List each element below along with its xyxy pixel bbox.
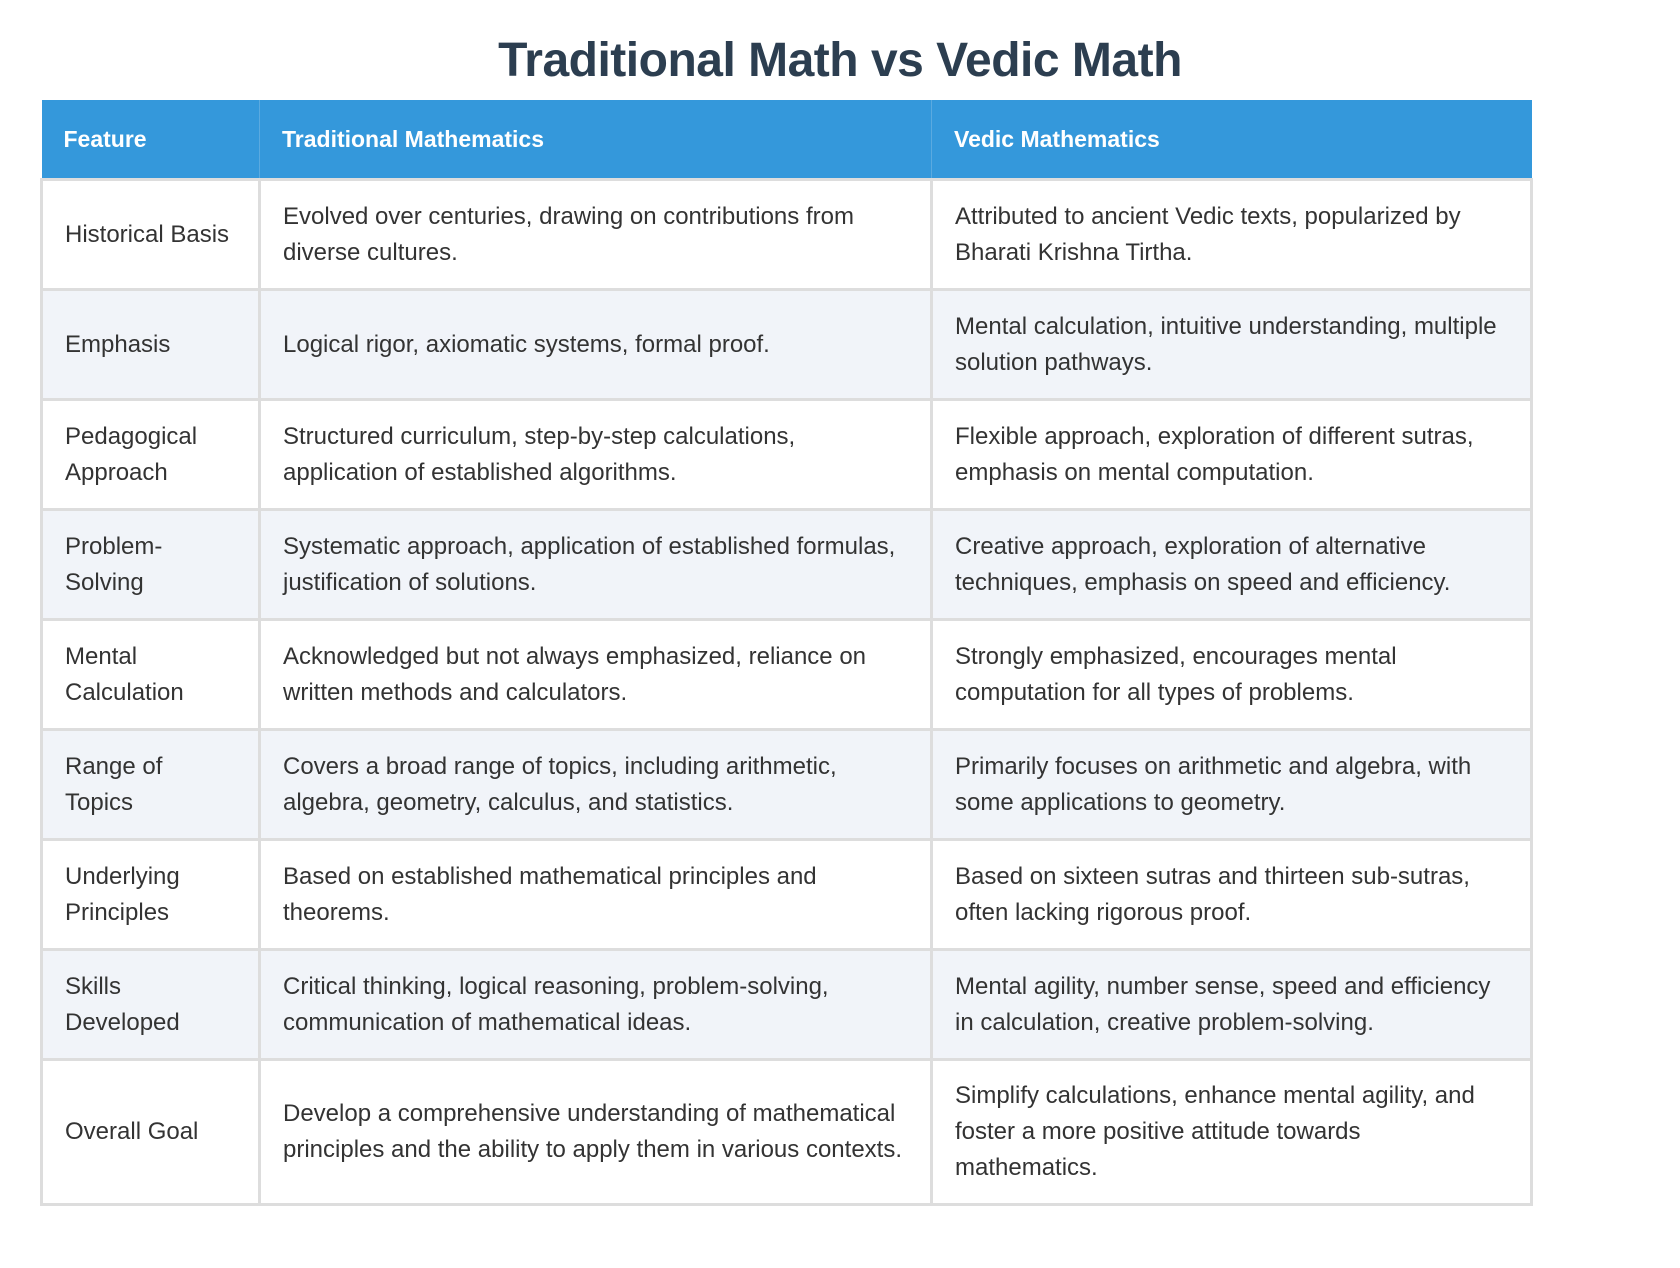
table-row bbox=[42, 950, 1532, 1060]
column-header-traditional: Traditional Mathematics bbox=[260, 100, 932, 180]
cell-feature: Skills Developed bbox=[42, 950, 260, 1060]
table-row bbox=[42, 840, 1532, 950]
cell-vedic: Simplify calculations, enhance mental agility, and foster a more positive attitude towards mathematics. bbox=[932, 1060, 1532, 1205]
cell-vedic: Mental calculation, intuitive understanding, multiple solution pathways. bbox=[932, 290, 1532, 400]
cell-traditional: Evolved over centuries, drawing on contributions from diverse cultures. bbox=[260, 180, 932, 290]
cell-feature: Underlying Principles bbox=[42, 840, 260, 950]
cell-feature: Range of Topics bbox=[42, 730, 260, 840]
cell-vedic: Flexible approach, exploration of different sutras, emphasis on mental computation. bbox=[932, 400, 1532, 510]
cell-vedic: Mental agility, number sense, speed and efficiency in calculation, creative problem-solving. bbox=[932, 950, 1532, 1060]
page-title: Traditional Math vs Vedic Math bbox=[498, 34, 1182, 87]
table-row bbox=[42, 180, 1532, 290]
cell-feature: Pedagogical Approach bbox=[42, 400, 260, 510]
table-row bbox=[42, 400, 1532, 510]
cell-vedic: Creative approach, exploration of alternative techniques, emphasis on speed and efficiency. bbox=[932, 510, 1532, 620]
cell-feature: Historical Basis bbox=[42, 180, 260, 290]
cell-feature: Mental Calculation bbox=[42, 620, 260, 730]
cell-traditional: Logical rigor, axiomatic systems, formal proof. bbox=[260, 290, 932, 400]
cell-traditional: Critical thinking, logical reasoning, problem-solving, communication of mathematical ideas. bbox=[260, 950, 932, 1060]
column-header-feature: Feature bbox=[42, 100, 260, 180]
table-row bbox=[42, 510, 1532, 620]
cell-traditional: Systematic approach, application of established formulas, justification of solutions. bbox=[260, 510, 932, 620]
comparison-table bbox=[40, 100, 1533, 1206]
table-row bbox=[42, 620, 1532, 730]
cell-vedic: Based on sixteen sutras and thirteen sub-sutras, often lacking rigorous proof. bbox=[932, 840, 1532, 950]
cell-traditional: Develop a comprehensive understanding of mathematical principles and the ability to apply them in various contexts. bbox=[260, 1060, 932, 1205]
cell-feature: Problem-Solving bbox=[42, 510, 260, 620]
table-row bbox=[42, 290, 1532, 400]
cell-feature: Emphasis bbox=[42, 290, 260, 400]
column-header-vedic: Vedic Mathematics bbox=[932, 100, 1532, 180]
table-row bbox=[42, 1060, 1532, 1205]
table-header-row bbox=[42, 100, 1532, 180]
cell-vedic: Strongly emphasized, encourages mental computation for all types of problems. bbox=[932, 620, 1532, 730]
cell-feature: Overall Goal bbox=[42, 1060, 260, 1205]
cell-traditional: Structured curriculum, step-by-step calculations, application of established algorithms. bbox=[260, 400, 932, 510]
cell-vedic: Attributed to ancient Vedic texts, popularized by Bharati Krishna Tirtha. bbox=[932, 180, 1532, 290]
table-row bbox=[42, 730, 1532, 840]
cell-traditional: Covers a broad range of topics, including arithmetic, algebra, geometry, calculus, and statistics. bbox=[260, 730, 932, 840]
cell-vedic: Primarily focuses on arithmetic and algebra, with some applications to geometry. bbox=[932, 730, 1532, 840]
cell-traditional: Acknowledged but not always emphasized, reliance on written methods and calculators. bbox=[260, 620, 932, 730]
cell-traditional: Based on established mathematical principles and theorems. bbox=[260, 840, 932, 950]
